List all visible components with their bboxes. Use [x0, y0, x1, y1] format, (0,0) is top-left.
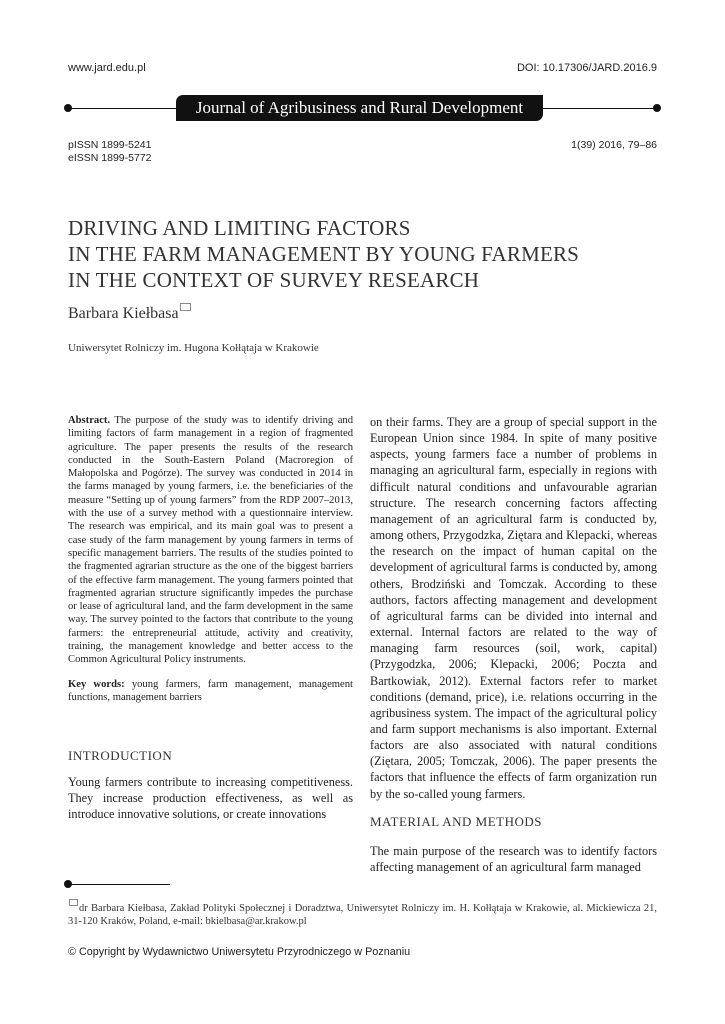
affiliation: Uniwersytet Rolniczy im. Hugona Kołłątaja w Krakowie [68, 342, 319, 354]
issue-info: 1(39) 2016, 79–86 [571, 139, 657, 151]
eissn: eISSN 1899-5772 [68, 152, 152, 164]
title-line: IN THE FARM MANAGEMENT BY YOUNG FARMERS [68, 242, 580, 266]
methods-heading: MATERIAL AND METHODS [370, 813, 543, 829]
abstract-label: Abstract. [68, 415, 111, 426]
title-line: DRIVING AND LIMITING FACTORS [68, 216, 411, 240]
author-name: Barbara Kiełbasa [68, 305, 179, 322]
doi: DOI: 10.17306/JARD.2016.9 [516, 62, 657, 74]
issn-block [68, 139, 151, 165]
right-column [370, 414, 657, 875]
author [68, 305, 191, 323]
keywords-label: Key words: [68, 678, 125, 690]
title-line: IN THE CONTEXT OF SURVEY RESEARCH [68, 268, 480, 292]
introduction-continued: on their farms. They are a group of special support in the European Union since 1984. In spite of many positive aspects, young farmers face a number of problems in managing an agricultural farm, especially in regions with difficult natural conditions and unfavourable agrarian structure. The research concerning factors affecting management of an agricultural farm is conducted by, among others, Przygodzka, Ziętara and Klepacki, whereas the research on the impact of human capital on the development of agricultural farms is conducted by, among others, Brodziński and Tomczak. According to these authors, factors affecting management and development of agricultural farms can be divided into internal and external. Internal factors are related to the way of managing farm resources (soil, work, capital) (Przygodzka, 2006; Klepacki, 2006; Poczta and Bartkowiak, 2012). External factors refer to market conditions (demand, price), i.e. relations occurring in the agribusiness system. The impact of the agricultural policy and farm support mechanisms is also important. External factors are also associated with natural conditions (Ziętara, 2005; Tomczak, 2006). The paper presents the factors that influence the effects of farm organization run by the so-called young farmers. [370, 415, 657, 801]
methods-text: The main purpose of the research was to identify factors affecting management of an agricultural farm managed [370, 843, 657, 875]
abstract-text: The purpose of the study was to identify driving and limiting factors of farm management in a region of fragmented agriculture. The paper presents the results of the research conducted in the South-Eastern Poland (Macroregion of Małopolska and Pogórze). The survey was conducted in 2014 in the farms managed by young farmers, i.e. the beneficiaries of the measure “Setting up of young farmers” from the RDP 2007–2013, with the use of a survey method with a questionnaire interview. The research was empirical, and its main goal was to present a case study of the farm management by young farmers in terms of specific management barriers. The results of the studies pointed to the fragmented agrarian structure as the one of the biggest barriers of the effective farm management. The young farmers pointed that fragmented agrarian structure significantly impedes the purchase or lease of agricultural land, and the farm development in the same way. The survey pointed to the factors that contribute to the young farmers: the entrepreneurial attitude, activity and creativity, training, the management knowledge and better access to the Common Agricultural Policy instruments. [68, 415, 353, 666]
journal-url: www.jard.edu.pl [68, 62, 146, 74]
copyright: © Copyright by Wydawnictwo Uniwersytetu Przyrodniczego w Poznaniu [68, 946, 411, 958]
introduction-heading: INTRODUCTION [68, 748, 173, 764]
rule-dot-right [653, 104, 661, 112]
abstract [68, 414, 353, 667]
pissn: pISSN 1899-5241 [68, 139, 152, 151]
footnote-rule-dot [64, 880, 72, 888]
left-column [68, 414, 353, 822]
journal-banner: Journal of Agribusiness and Rural Development [176, 95, 543, 121]
article-title [68, 215, 668, 293]
keywords [68, 678, 353, 705]
footnote-rule [68, 884, 170, 885]
introduction-text: Young farmers contribute to increasing competitiveness. They increase production effectiveness, as well as introduce innovative solutions, or create innovations [68, 774, 353, 821]
envelope-icon [69, 899, 78, 906]
footnote [68, 902, 657, 928]
rule-dot-left [64, 104, 72, 112]
envelope-icon [180, 303, 191, 311]
footnote-text: dr Barbara Kiełbasa, Zakład Polityki Społecznej i Doradztwa, Uniwersytet Rolniczy im. H. Kołłątaja w Krakowie, al. Mickiewicza 21, 31-120 Kraków, Poland, e-mail: bkielbasa@ar.krakow.pl [68, 903, 657, 927]
keywords-text: young farmers, farm management, management functions, management barriers [68, 678, 353, 703]
